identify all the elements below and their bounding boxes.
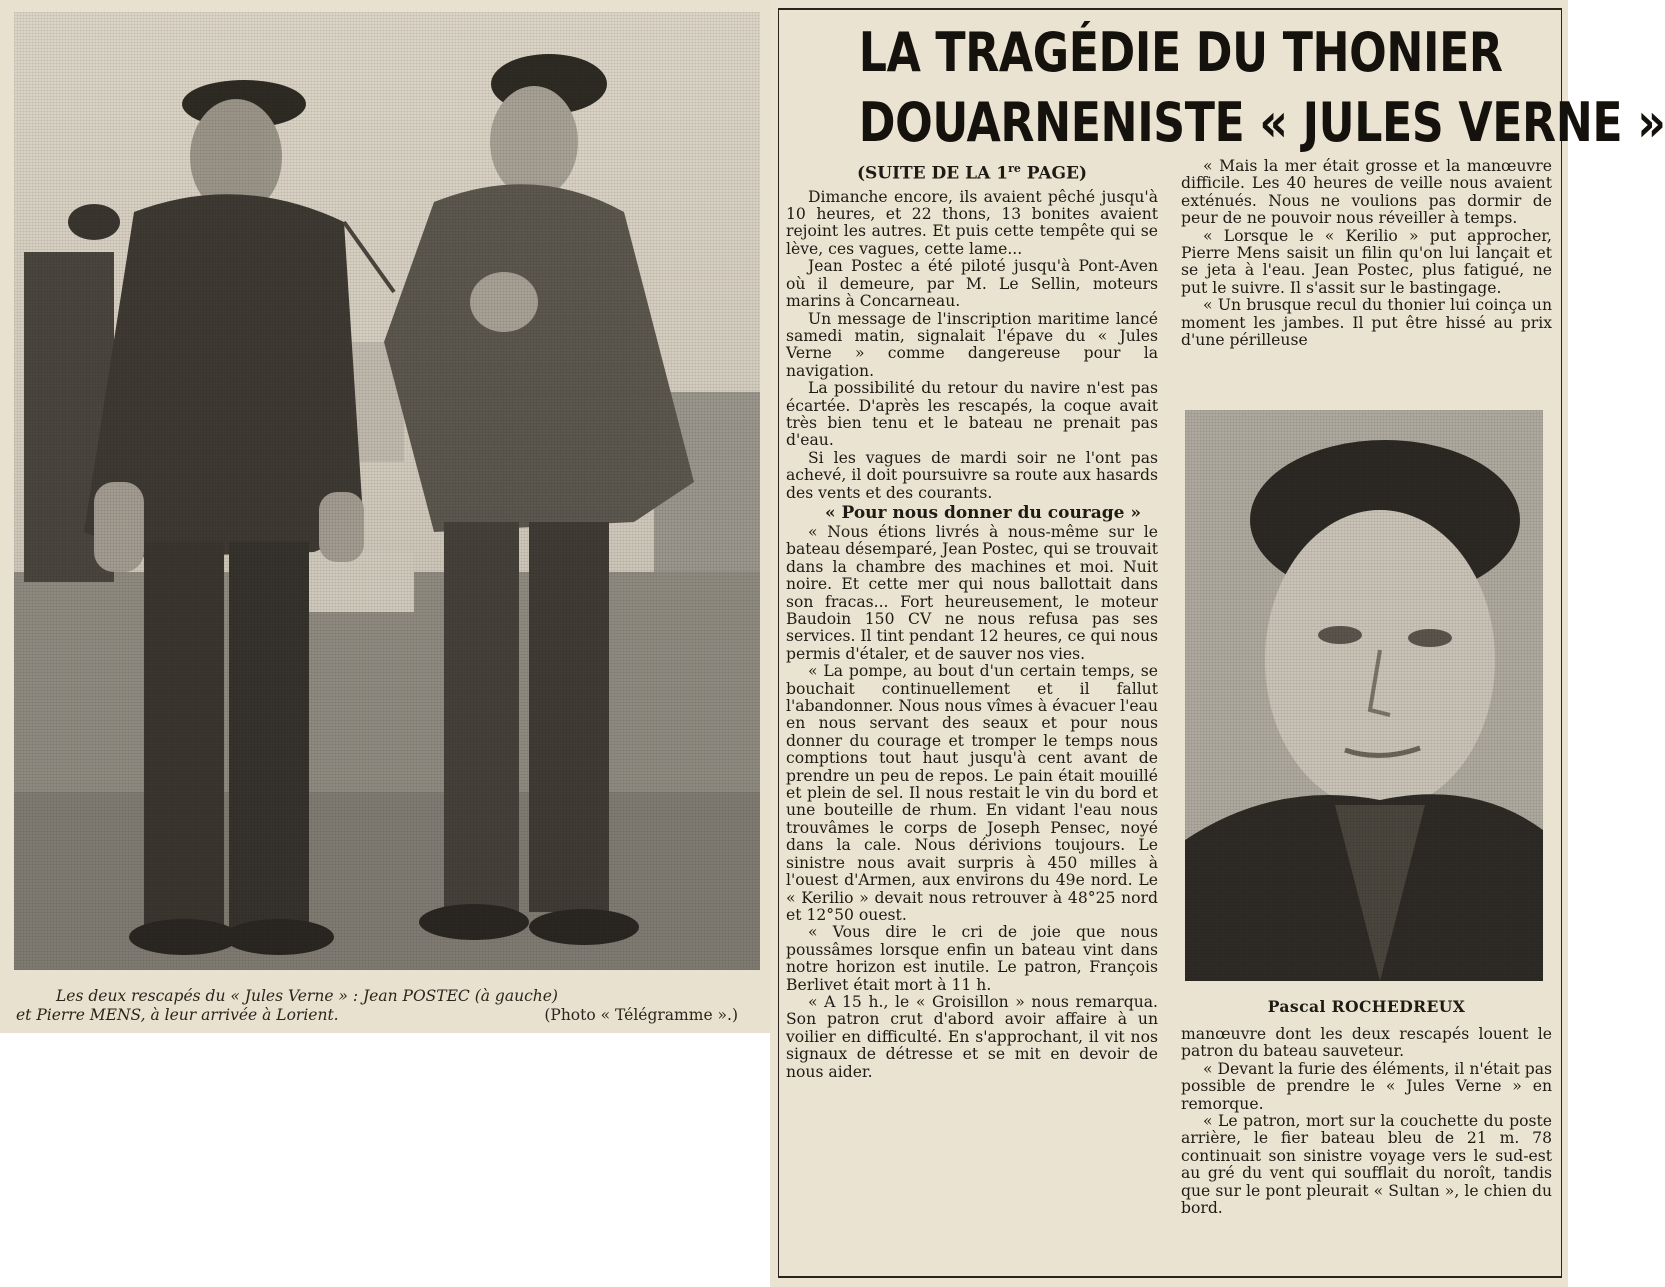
- continuation-label: [786, 158, 1158, 185]
- photo-grain: [14, 12, 760, 970]
- col1-paragraph: « A 15 h., le « Groisillon » nous remarqua. Son patron crut d'abord avoir affaire à un voilier en difficulté. En s'approchant, il vit nos signaux de détresse et se mit en devoir de nous aider.: [786, 992, 1158, 1081]
- col1-paragraph: « La pompe, au bout d'un certain temps, se bouchait continuellement et il fallut l'abandonner. Nous nous vîmes à évacuer l'eau en nous servant des seaux et pour nous donner du courage et tromper le temps nous comptions tout haut jusqu'à cent avant de prendre un peu de repos. Le pain était mouillé et plein de sel. Il nous restait le vin du bord et une bouteille de rhum. En vidant l'eau nous trouvâmes le corps de Joseph Pensec, noyé dans la cale. Nous dérivions toujours. Le sinistre nous avait surpris à 450 milles à l'ouest d'Armen, aux environs du 49e nord. Le « Kerilio » devait nous retrouver à 48°25 nord et 12°50 ouest.: [786, 662, 1158, 924]
- headline-line-1: LA TRAGÉDIE DU THONIER: [858, 21, 1503, 84]
- section-subhead: « Pour nous donner du courage »: [824, 502, 1142, 523]
- caption-line-2: [16, 1006, 766, 1025]
- continuation-sup: re: [1008, 162, 1021, 175]
- col2-paragraph: « Un brusque recul du thonier lui coinça un moment les jambes. Il put être hissé au prix d'une périlleuse: [1181, 296, 1552, 350]
- col1-paragraph: « Vous dire le cri de joie que nous poussâmes lorsque enfin un bateau vint dans notre horizon est inutile. Le patron, François Berlivet était mort à 11 h.: [786, 923, 1158, 994]
- article-frame-bottom: [778, 1276, 1562, 1278]
- continuation-prefix: (SUITE DE LA 1: [856, 163, 1009, 184]
- portrait-caption: Pascal ROCHEDREUX: [1267, 997, 1466, 1016]
- portrait-grain: [1185, 410, 1543, 981]
- photo-caption: [16, 987, 766, 1025]
- col1-paragraph: Un message de l'inscription maritime lancé samedi matin, signalait l'épave du « Jules Verne » comme dangereuse pour la navigation.: [786, 309, 1158, 380]
- col1-paragraph: Dimanche encore, ils avaient pêché jusqu'à 10 heures, et 22 thons, 13 bonites avaient rejoint les autres. Et puis cette tempête qui se lève, ces vagues, cette lame...: [786, 187, 1158, 258]
- article-column-2-top: [1181, 158, 1552, 349]
- continuation-suffix: PAGE): [1020, 163, 1088, 184]
- col2-paragraph: manœuvre dont les deux rescapés louent le patron du bateau sauveteur.: [1181, 1025, 1552, 1061]
- caption-text-1: Les deux rescapés du « Jules Verne » : Jean POSTEC (à gauche): [56, 987, 558, 1005]
- caption-line-1: [16, 987, 766, 1006]
- article-frame-right: [1561, 8, 1562, 1278]
- col1-paragraph: « Nous étions livrés à nous-même sur le bateau désemparé, Jean Postec, qui se trouvait dans la chambre des machines et moi. Nuit noire. Et cette mer qui nous ballottait dans son fracas... Fort heureusement, le moteur Baudoin 150 CV ne nous refusa pas ses services. Il tint pendant 12 heures, ce qui nous permis d'étaler, et de sauver nos vies.: [786, 522, 1159, 663]
- col2-paragraph: « Devant la furie des éléments, il n'était pas possible de prendre le « Jules Verne » en remorque.: [1181, 1059, 1552, 1113]
- article-column-1: [786, 158, 1158, 1081]
- photo-credit: (Photo « Télégramme ».): [544, 1006, 738, 1024]
- fishermen-photo: [14, 12, 760, 970]
- col1-paragraph: La possibilité du retour du navire n'est pas écartée. D'après les rescapés, la coque avait très bien tenu et le bateau ne prenait pas d'eau.: [786, 379, 1158, 450]
- portrait-photo: [1185, 410, 1543, 981]
- col1-paragraph: Si les vagues de mardi soir ne l'ont pas achevé, il doit poursuivre sa route aux hasards des vents et des courants.: [786, 448, 1158, 502]
- article-column-2-bottom: [1181, 1026, 1552, 1217]
- col2-paragraph: « Lorsque le « Kerilio » put approcher, Pierre Mens saisit un filin qu'on lui lançait et se jeta à l'eau. Jean Postec, plus fatigué, ne put le suivre. Il s'assit sur le bastingage.: [1181, 226, 1552, 297]
- col1-paragraph: Jean Postec a été piloté jusqu'à Pont-Aven où il demeure, par M. Le Sellin, moteurs marins à Concarneau.: [786, 257, 1158, 311]
- headline-line-2: DOUARNENISTE « JULES VERNE »: [858, 91, 1665, 154]
- col2-paragraph: « Mais la mer était grosse et la manœuvre difficile. Les 40 heures de veille nous avaient exténués. Nous ne voulions pas dormir de peur de ne pouvoir nous réveiller à temps.: [1181, 157, 1552, 228]
- col2-paragraph: « Le patron, mort sur la couchette du poste arrière, le fier bateau bleu de 21 m. 78 continuait son sinistre voyage vers le sud-est au gré du vent qui soufflait du noroît, tandis que sur le pont pleurait « Sultan », le chien du bord.: [1181, 1112, 1552, 1218]
- article-frame-left: [778, 8, 779, 1278]
- caption-text-2: et Pierre MENS, à leur arrivée à Lorient.: [16, 1006, 339, 1024]
- article-frame-top: [778, 8, 1562, 10]
